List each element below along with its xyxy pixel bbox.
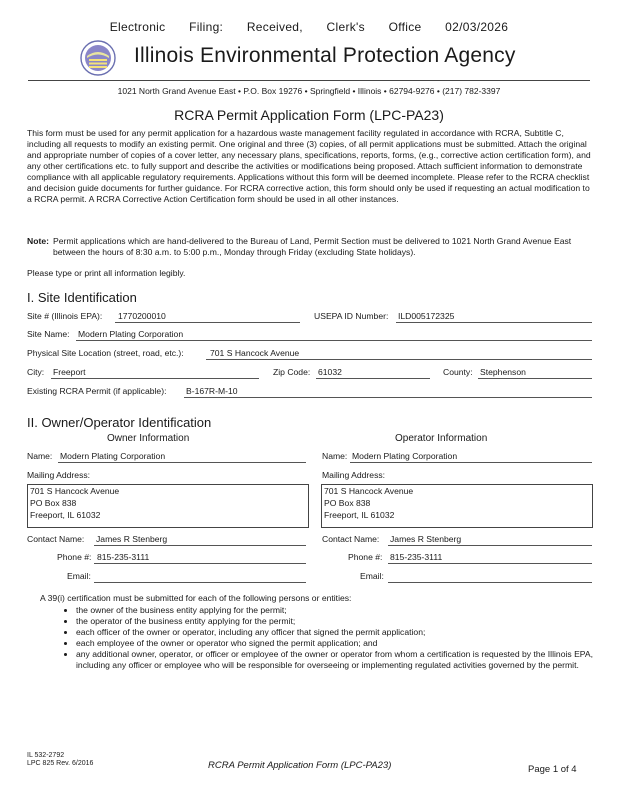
owner-name-label: Name:	[27, 451, 53, 461]
legibly-instruction: Please type or print all information legibly.	[27, 268, 186, 278]
zip-code-label: Zip Code:	[273, 367, 311, 377]
owner-operator-heading: II. Owner/Operator Identification	[27, 415, 212, 430]
city-label: City:	[27, 367, 45, 377]
operator-contact-label: Contact Name:	[322, 534, 380, 544]
owner-name-underline	[58, 462, 306, 463]
usepa-id-underline	[396, 322, 592, 323]
owner-contact-field[interactable]: James R Stenberg	[96, 534, 168, 544]
filing-stamp	[0, 20, 618, 34]
site-location-field[interactable]: 701 S Hancock Avenue	[210, 348, 300, 358]
operator-phone-label: Phone #:	[348, 552, 383, 562]
note-label: Note:	[27, 236, 49, 246]
form-revision: LPC 825 Rev. 6/2016	[27, 760, 94, 767]
operator-phone-field[interactable]: 815-235-3111	[390, 552, 443, 562]
owner-phone-underline	[94, 563, 306, 564]
footer-form-title: RCRA Permit Application Form (LPC-PA23)	[208, 760, 392, 771]
zip-code-field[interactable]: 61032	[318, 367, 342, 377]
operator-name-underline	[350, 462, 592, 463]
usepa-id-field[interactable]: ILD005172325	[398, 311, 455, 321]
site-number-field[interactable]: 1770200010	[118, 311, 166, 321]
city-underline	[51, 378, 259, 379]
intro-paragraph: This form must be used for any permit application for a hazardous waste management facility regulated in accordance with RCRA, Subtitle C, including all requests to modify an existing permit. One original and three (3) copies, of all permit applications must be submitted. Attach the original and appropriate number of copies of a cover letter, any necessary plans, specifications, reports, forms, (e.g., corrective action certification form), and any other certifications etc. to fully support and describe the activities or modifications being proposed. Attach sufficient information to demonstrate compliance with all applicable regulatory requirements. Applications without this form will be deemed incomplete. Please refer to the RCRA checklist and decision guide documents for further guidance. For RCRA corrective action, this form should only be used if requesting an actual modification to a RCRA permit. A RCRA Corrective Action Certification form should be used in all other instances.	[27, 128, 591, 204]
operator-mailing-address: 701 S Hancock Avenue PO Box 838 Freeport, IL 61032	[324, 486, 414, 520]
county-label: County:	[443, 367, 473, 377]
operator-phone-underline	[388, 563, 592, 564]
site-number-label: Site # (Illinois EPA):	[27, 311, 103, 321]
owner-phone-field[interactable]: 815-235-3111	[97, 552, 150, 562]
form-title: RCRA Permit Application Form (LPC-PA23)	[174, 107, 444, 123]
stamp-word: Office	[388, 20, 422, 34]
site-name-field[interactable]: Modern Plating Corporation	[78, 329, 184, 339]
certification-list	[62, 605, 596, 671]
note-text: Permit applications which are hand-delivered to the Bureau of Land, Permit Section must be delivered to 1021 North Grand Avenue East between the hours of 8:30 a.m. to 5:00 p.m., Monday through Friday (excluding State holidays).	[53, 236, 572, 257]
stamp-word: Electronic	[109, 20, 166, 34]
site-identification-heading: I. Site Identification	[27, 290, 137, 305]
list-item: • the owner of the business entity applying for the permit;	[76, 605, 596, 616]
owner-contact-label: Contact Name:	[27, 534, 85, 544]
form-code: IL 532-2792	[27, 752, 65, 759]
site-name-underline	[76, 340, 592, 341]
usepa-id-label: USEPA ID Number:	[314, 311, 389, 321]
operator-name-field[interactable]: Modern Plating Corporation	[352, 451, 458, 461]
stamp-date: 02/03/2026	[445, 20, 509, 34]
agency-seal-icon	[80, 40, 116, 76]
owner-email-field[interactable]	[94, 582, 306, 583]
agency-address: 1021 North Grand Avenue East • P.O. Box 19276 • Springfield • Illinois • 62794-9276 • (217) 782-3397	[117, 86, 501, 96]
owner-phone-label: Phone #:	[57, 552, 92, 562]
list-item: • the operator of the business entity applying for the permit;	[76, 616, 596, 627]
county-field[interactable]: Stephenson	[480, 367, 526, 377]
owner-mailing-address: 701 S Hancock Avenue PO Box 838 Freeport, IL 61032	[30, 486, 120, 520]
owner-mailing-label: Mailing Address:	[27, 470, 91, 480]
stamp-word: Filing:	[189, 20, 224, 34]
owner-email-label: Email:	[67, 571, 91, 581]
site-location-underline	[206, 359, 592, 360]
operator-mailing-box[interactable]	[321, 484, 593, 528]
list-item: • any additional owner, operator, or officer or employee of the owner or operator from whom a certification is requested by the Illinois EPA, including any officer or employee who will be responsible for overseeing or implementing regulated activities governed by the permit.	[76, 649, 596, 671]
page-number: Page 1 of 4	[528, 764, 577, 775]
site-name-label: Site Name:	[27, 329, 70, 339]
existing-permit-field[interactable]: B-167R-M-10	[186, 386, 238, 396]
certification-intro: A 39(i) certification must be submitted for each of the following persons or entities:	[40, 593, 352, 603]
owner-info-title: Owner Information	[107, 433, 190, 444]
existing-permit-underline	[184, 397, 592, 398]
list-item: • each employee of the owner or operator who signed the permit application; and	[76, 638, 596, 649]
operator-email-field[interactable]	[388, 582, 592, 583]
site-location-label: Physical Site Location (street, road, etc.):	[27, 348, 184, 358]
operator-name-label: Name:	[322, 451, 348, 461]
site-number-underline	[115, 322, 300, 323]
operator-email-label: Email:	[360, 571, 384, 581]
stamp-word: Received,	[246, 20, 303, 34]
owner-mailing-box[interactable]	[27, 484, 309, 528]
county-underline	[478, 378, 592, 379]
operator-info-title: Operator Information	[395, 433, 488, 444]
existing-permit-label: Existing RCRA Permit (if applicable):	[27, 386, 167, 396]
operator-contact-underline	[388, 545, 592, 546]
operator-contact-field[interactable]: James R Stenberg	[390, 534, 462, 544]
owner-name-field[interactable]: Modern Plating Corporation	[60, 451, 166, 461]
agency-name: Illinois Environmental Protection Agency	[134, 44, 516, 67]
operator-mailing-label: Mailing Address:	[322, 470, 386, 480]
zip-code-underline	[316, 378, 430, 379]
list-item: • each officer of the owner or operator, including any officer that signed the permit application;	[76, 627, 596, 638]
owner-contact-underline	[94, 545, 306, 546]
city-field[interactable]: Freeport	[53, 367, 86, 377]
header-divider	[28, 80, 590, 81]
stamp-word: Clerk's	[326, 20, 365, 34]
